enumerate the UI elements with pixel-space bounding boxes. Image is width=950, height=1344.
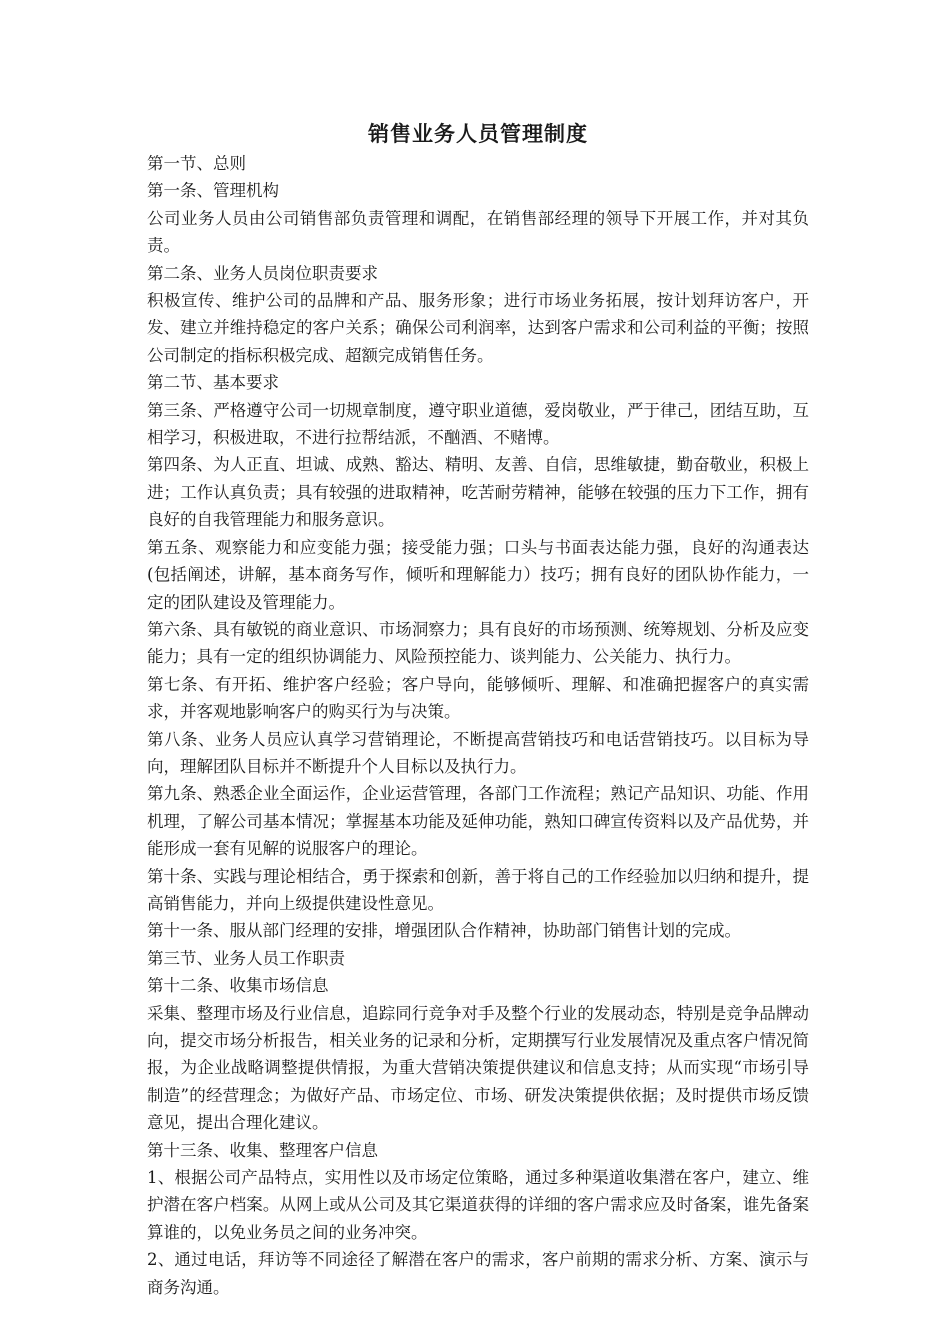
list-item: 1、根据公司产品特点，实用性以及市场定位策略，通过多种渠道收集潜在客户，建立、维护潜在客户档案。从网上或从公司及其它渠道获得的详细的客户需求应及时备案，谁先备案算谁的，以免业务员之间的业务冲突。 <box>147 1168 809 1242</box>
article-paragraph: 第五条、观察能力和应变能力强；接受能力强；口头与书面表达能力强，良好的沟通表达(包括阐述，讲解，基本商务写作，倾听和理解能力）技巧；拥有良好的团队协作能力，一定的团队建设及管理能力。 <box>147 537 809 612</box>
document-title: 销售业务人员管理制度 <box>368 121 588 146</box>
article-heading: 第二条、业务人员岗位职责要求 <box>147 263 378 283</box>
article-paragraph: 第四条、为人正直、坦诚、成熟、豁达、精明、友善、自信，思维敏捷，勤奋敬业，积极上进；工作认真负责；具有较强的进取精神，吃苦耐劳精神，能够在较强的压力下工作，拥有良好的自我管理能力和服务意识。 <box>147 455 809 530</box>
article-heading: 第十二条、收集市场信息 <box>147 976 329 996</box>
list-item: 2、通过电话，拜访等不同途径了解潜在客户的需求，客户前期的需求分析、方案、演示与商务沟通。 <box>147 1250 809 1297</box>
paragraph: 积极宣传、维护公司的品牌和产品、服务形象；进行市场业务拓展，按计划拜访客户，开发、建立并维持稳定的客户关系；确保公司利润率，达到客户需求和公司利益的平衡；按照公司制定的指标积极完成、超额完成销售任务。 <box>147 291 809 365</box>
article-paragraph: 第七条、有开拓、维护客户经验；客户导向，能够倾听、理解、和准确把握客户的真实需求，并客观地影响客户的购买行为与决策。 <box>147 674 809 722</box>
paragraph: 公司业务人员由公司销售部负责管理和调配，在销售部经理的领导下开展工作，并对其负责。 <box>147 208 809 256</box>
section-heading: 第三节、业务人员工作职责 <box>147 948 345 968</box>
article-heading: 第十三条、收集、整理客户信息 <box>147 1140 378 1160</box>
document-page <box>147 118 809 1301</box>
article-paragraph: 第十条、实践与理论相结合，勇于探索和创新，善于将自己的工作经验加以归纳和提升，提高销售能力，并向上级提供建设性意见。 <box>147 866 809 913</box>
article-paragraph: 第六条、具有敏锐的商业意识、市场洞察力；具有良好的市场预测、统筹规划、分析及应变能力；具有一定的组织协调能力、风险预控能力、谈判能力、公关能力、执行力。 <box>147 619 809 667</box>
article-paragraph: 第十一条、服从部门经理的安排，增强团队合作精神，协助部门销售计划的完成。 <box>147 921 741 941</box>
article-paragraph: 第三条、严格遵守公司一切规章制度，遵守职业道德，爱岗敬业，严于律己，团结互助，互相学习，积极进取，不进行拉帮结派，不酗酒、不赌博。 <box>147 400 809 448</box>
section-heading: 第一节、总则 <box>147 154 246 173</box>
section-heading: 第二节、基本要求 <box>147 373 279 393</box>
article-paragraph: 第八条、业务人员应认真学习营销理论，不断提高营销技巧和电话营销技巧。以目标为导向，理解团队目标并不断提升个人目标以及执行力。 <box>147 729 809 776</box>
article-paragraph: 第九条、熟悉企业全面运作，企业运营管理，各部门工作流程；熟记产品知识、功能、作用机理，了解公司基本情况；掌握基本功能及延伸功能，熟知口碑宣传资料以及产品优势，并能形成一套有见解的说服客户的理论。 <box>147 784 809 859</box>
article-heading: 第一条、管理机构 <box>147 181 279 201</box>
paragraph: 采集、整理市场及行业信息，追踪同行竞争对手及整个行业的发展动态，特别是竞争品牌动向，提交市场分析报告，相关业务的记录和分析，定期撰写行业发展情况及重点客户情况简报，为企业战略调整提供情报，为重大营销决策提供建议和信息支持；从而实现“市场引导制造”的经营理念；为做好产品、市场定位、市场、研发决策提供依据；及时提供市场反馈意见，提出合理化建议。 <box>147 1003 809 1133</box>
